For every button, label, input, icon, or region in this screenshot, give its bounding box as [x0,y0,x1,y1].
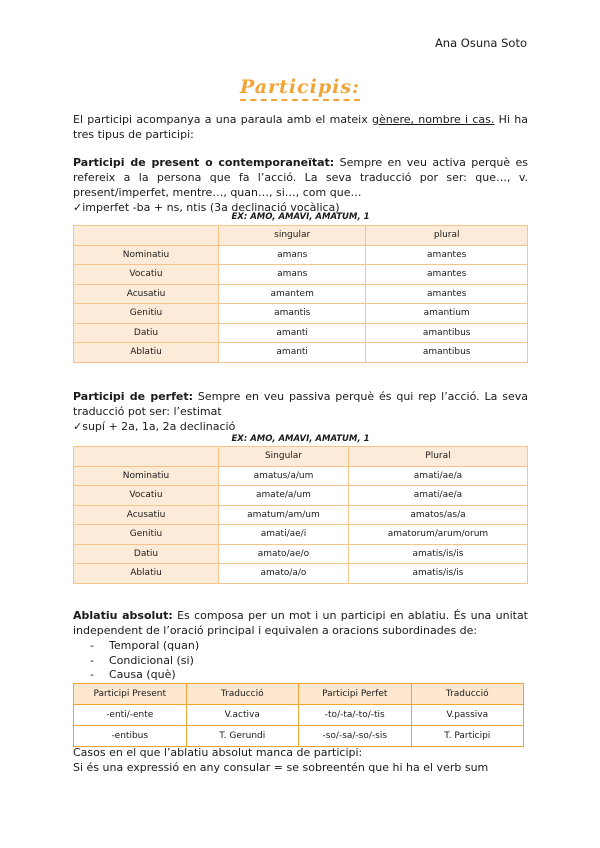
table-row [74,544,528,564]
ablative-heading: Ablatiu absolut: [73,609,173,622]
table-cell: V.passiva [411,705,524,726]
table-cell: amantium [366,304,528,324]
table-row [74,284,528,304]
case-label: Genitiu [74,525,219,545]
table-cell: amatis/is/is [348,564,527,584]
table-row [74,343,528,363]
case-label: Nominatiu [74,245,219,265]
table-header-row [74,226,528,246]
table-cell: amantes [366,284,528,304]
table-row [74,525,528,545]
case-label: Acusatiu [74,505,219,525]
ablative-text: Es composa per un mot i un participi en ablatiu. És una unitat independent de l’oració principal i equivalen a oracions subordinades de: [73,609,528,637]
case-label: Ablatiu [74,564,219,584]
list-item: - Causa (què) [90,668,199,683]
header-cell: Plural [348,447,527,467]
table-row [74,505,528,525]
table-cell: amantis [219,304,366,324]
ablative-paragraph [73,608,528,638]
present-text: Sempre en veu activa perquè es refereix a la persona que fa l’acció. La seva traducció por ser: que…, v. present/imperfet, mentre…, quan…, si…, com que… [73,156,529,199]
header-cell: plural [366,226,528,246]
present-check: ✓imperfet -ba + ns, ntis (3a declinació vocàlica) [73,201,340,214]
table-cell: amantes [366,265,528,285]
table-cell: amatos/as/a [348,505,527,525]
table-row [74,245,528,265]
author-name: Ana Osuna Soto [434,36,527,50]
header-cell: Singular [219,447,349,467]
table-cell: amati/ae/i [219,525,349,545]
header-cell [74,226,219,246]
ablative-list [90,639,199,683]
intro-paragraph [73,112,528,142]
case-label: Vocatiu [74,486,219,506]
intro-underlined: gènere, nombre i cas. [372,113,495,126]
list-item: - Condicional (si) [90,654,199,669]
table-cell: amato/a/o [219,564,349,584]
header-cell [74,447,219,467]
perfect-text: Sempre en veu passiva perquè és qui rep l’acció. La seva traducció pot ser: l’estimat [73,390,528,418]
table-header-row [74,684,524,705]
perfect-paragraph [73,389,528,434]
table-cell: amate/a/um [219,486,349,506]
table-cell: amatus/a/um [219,466,349,486]
table-header-row [74,447,528,467]
intro-text-before: El participi acompanya a una paraula amb el mateix [73,113,372,126]
header-cell: singular [219,226,366,246]
perfect-table [73,446,528,584]
header-cell: Participi Present [74,684,187,705]
case-label: Nominatiu [74,466,219,486]
perfect-check: ✓supí + 2a, 1a, 2a declinació [73,420,236,433]
page-title-text: Participis: [240,76,360,101]
present-heading: Participi de present o contemporaneïtat: [73,156,335,169]
table-cell: V.activa [186,705,299,726]
table-row [74,265,528,285]
notes-paragraph [73,745,528,775]
table-cell: amantem [219,284,366,304]
case-label: Datiu [74,323,219,343]
page-title [0,76,600,98]
table-row [74,486,528,506]
perfect-heading: Participi de perfet: [73,390,193,403]
table-cell: amati/ae/a [348,466,527,486]
table-cell: amans [219,265,366,285]
case-label: Vocatiu [74,265,219,285]
table-cell: amatis/is/is [348,544,527,564]
header-cell: Traducció [186,684,299,705]
table-cell: -entibus [74,726,187,747]
present-paragraph [73,155,528,215]
perfect-caption: EX: AMO, AMAVI, AMATUM, 1 [231,434,370,444]
table-cell: amato/ae/o [219,544,349,564]
case-label: Genitiu [74,304,219,324]
table-cell: amantibus [366,343,528,363]
case-label: Acusatiu [74,284,219,304]
table-cell: amatorum/arum/orum [348,525,527,545]
list-item: - Temporal (quan) [90,639,199,654]
table-row [74,304,528,324]
table-row [74,726,524,747]
table-cell: T. Participi [411,726,524,747]
intro-text-after: Hi ha tres tipus de participi: [73,113,528,141]
table-cell: -so/-sa/-so/-sis [299,726,412,747]
table-cell: amantibus [366,323,528,343]
table-cell: T. Gerundi [186,726,299,747]
table-cell: amati/ae/a [348,486,527,506]
note-line: Si és una expressió en any consular = se sobreentén que hi ha el verb sum [73,761,489,774]
table-cell: amans [219,245,366,265]
present-caption: EX: AMO, AMAVI, AMATUM, 1 [231,212,370,222]
header-cell: Traducció [411,684,524,705]
table-row [74,564,528,584]
ablative-table [73,683,524,747]
table-cell: amanti [219,343,366,363]
table-row [74,705,524,726]
case-label: Datiu [74,544,219,564]
table-cell: amantes [366,245,528,265]
table-row [74,466,528,486]
table-row [74,323,528,343]
table-cell: -to/-ta/-to/-tis [299,705,412,726]
table-cell: amatum/am/um [219,505,349,525]
present-table [73,225,528,363]
case-label: Ablatiu [74,343,219,363]
table-cell: -enti/-ente [74,705,187,726]
note-line: Casos en el que l’ablatiu absolut manca de participi: [73,746,363,759]
header-cell: Participi Perfet [299,684,412,705]
table-cell: amanti [219,323,366,343]
